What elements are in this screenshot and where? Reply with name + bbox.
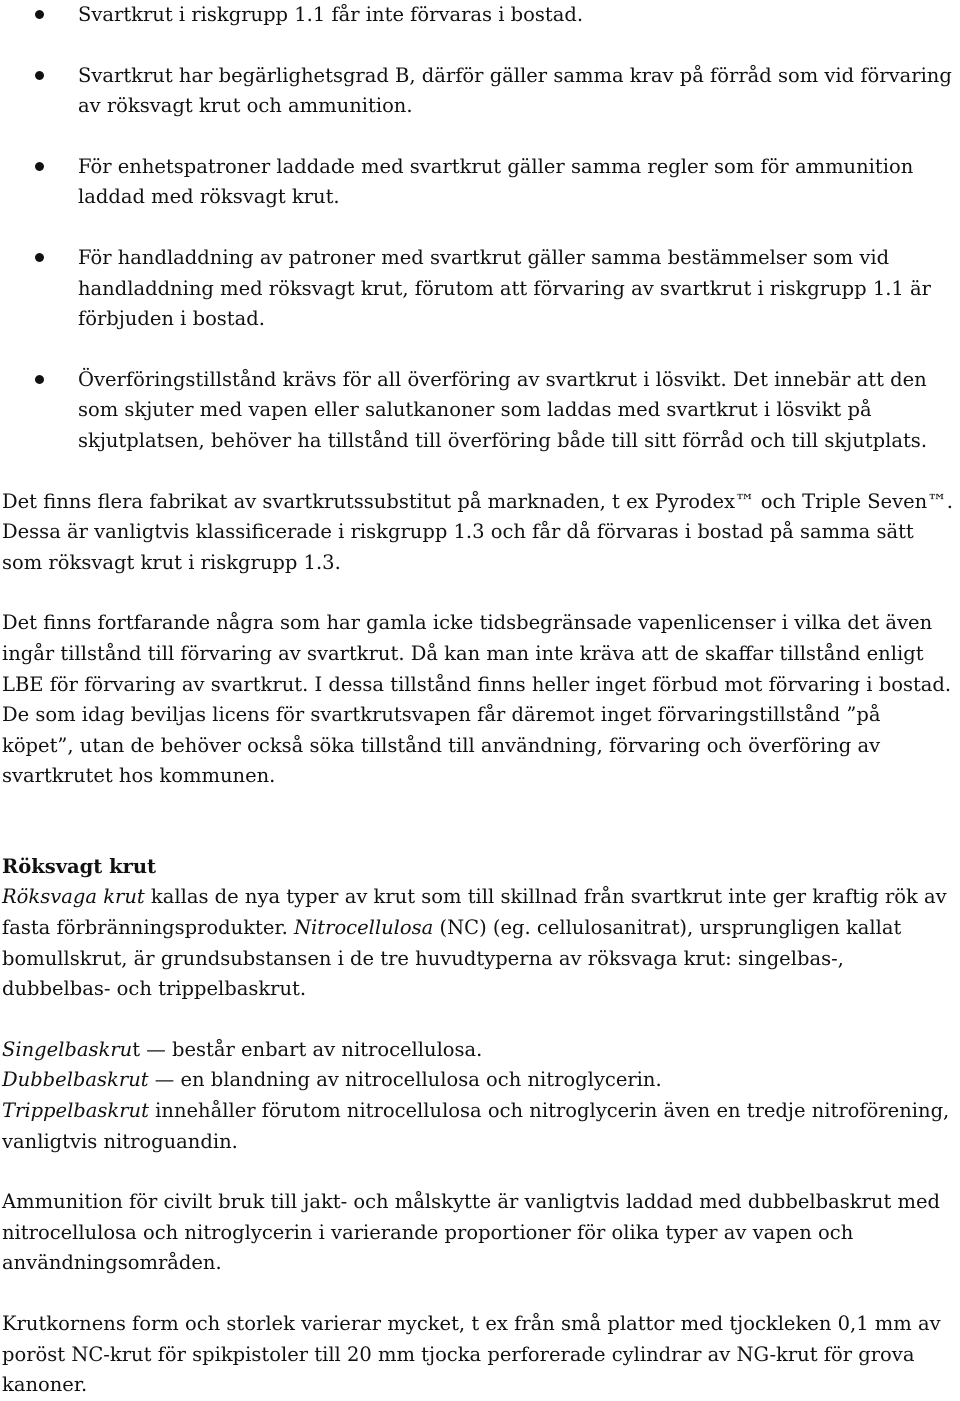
list-item (2, 152, 954, 213)
list-item (2, 61, 954, 122)
bullet-icon (35, 375, 44, 384)
bullet-icon (35, 71, 44, 80)
type-trippelbas (2, 1096, 954, 1157)
section-heading: Röksvagt krut (2, 854, 157, 878)
list-item (2, 0, 954, 31)
bullet-icon (35, 10, 44, 19)
bullet-icon (35, 162, 44, 171)
intro-text-2: (NC) (eg. cellulosanitrat), ursprungligen kallat bomullskrut, är grundsubstansen i de tre huvudtyperna av röksvaga krut: singelbas-, dubbelbas- och trippelbaskrut. (2, 916, 902, 1001)
type-dubbelbas-text: — en blandning av nitrocellulosa och nitroglycerin. (148, 1068, 662, 1092)
intro-text-1: kallas de nya typer av krut som till skillnad från svartkrut inte ger kraftig rök av fasta förbränningsprodukter. (2, 885, 947, 940)
document-page (2, 0, 954, 1401)
type-singelbas (2, 1035, 954, 1066)
paragraph-kornform: Krutkornens form och storlek varierar mycket, t ex från små plattor med tjockleken 0,1 mm av poröst NC-krut för spikpistoler till 20 mm tjocka perforerade cylindrar av NG-krut för grova kanoner. (2, 1312, 941, 1397)
term-trippelbaskrut: Trippelbaskrut (2, 1099, 149, 1123)
type-dubbelbas (2, 1065, 954, 1096)
list-item (2, 365, 954, 457)
paragraph-intro (2, 882, 954, 1004)
term-singelbaskrut: Singelbaskru (2, 1037, 133, 1061)
list-item-text: Svartkrut i riskgrupp 1.1 får inte förvaras i bostad. (78, 3, 584, 26)
term-roksvaga-krut: Röksvaga krut (2, 885, 145, 909)
bullet-icon (35, 253, 44, 262)
list-item-text: För enhetspatroner laddade med svartkrut gäller samma regler som för ammunition laddad med röksvagt krut. (78, 154, 914, 209)
paragraph-licenser: Det finns fortfarande några som har gamla icke tidsbegränsade vapenlicenser i vilka det även ingår tillstånd till förvaring av svartkrut. Då kan man inte kräva att de skaffar tillstånd enligt LBE för förvaring av svartkrut. I dessa tillstånd finns heller inget förbud mot förvaring i bostad. De som idag beviljas licens för svartkrutsvapen får däremot inget förvaringstillstånd ”på köpet”, utan de behöver också söka tillstånd till användning, förvaring och överföring av svartkrutet hos kommunen. (2, 611, 952, 788)
type-trippelbas-text: innehåller förutom nitrocellulosa och nitroglycerin även en tredje nitroförening, vanligtvis nitroguandin. (2, 1099, 950, 1153)
paragraph-substitut: Det finns flera fabrikat av svartkrutssubstitut på marknaden, t ex Pyrodex™ och Triple Seven™. Dessa är vanligtvis klassificerade i riskgrupp 1.3 och får då förvaras i bostad på samma sätt som röksvagt krut i riskgrupp 1.3. (2, 489, 953, 574)
krut-types (2, 1035, 954, 1157)
list-item-text: För handladdning av patroner med svartkrut gäller samma bestämmelser som vid handladdning med röksvagt krut, förutom att förvaring av svartkrut i riskgrupp 1.1 är förbjuden i bostad. (78, 245, 931, 331)
term-nitrocellulosa: Nitrocellulosa (293, 916, 434, 940)
bullet-list (2, 0, 954, 457)
list-item (2, 243, 954, 335)
paragraph-ammunition: Ammunition för civilt bruk till jakt- och målskytte är vanligtvis laddad med dubbelbaskrut med nitrocellulosa och nitroglycerin i varierande proportioner för olika typer av vapen och användningsområden. (2, 1190, 940, 1275)
list-item-text: Svartkrut har begärlighetsgrad B, därför gäller samma krav på förråd som vid förvaring av röksvagt krut och ammunition. (78, 63, 952, 118)
type-singelbas-text: t — består enbart av nitrocellulosa. (132, 1037, 483, 1061)
list-item-text: Överföringstillstånd krävs för all överföring av svartkrut i lösvikt. Det innebär att den som skjuter med vapen eller salutkanoner som laddas med svartkrut i lösvikt på skjutplatsen, behöver ha tillstånd till överföring både till sitt förråd och till skjutplats. (78, 367, 928, 452)
term-dubbelbaskrut: Dubbelbaskrut (2, 1068, 149, 1092)
